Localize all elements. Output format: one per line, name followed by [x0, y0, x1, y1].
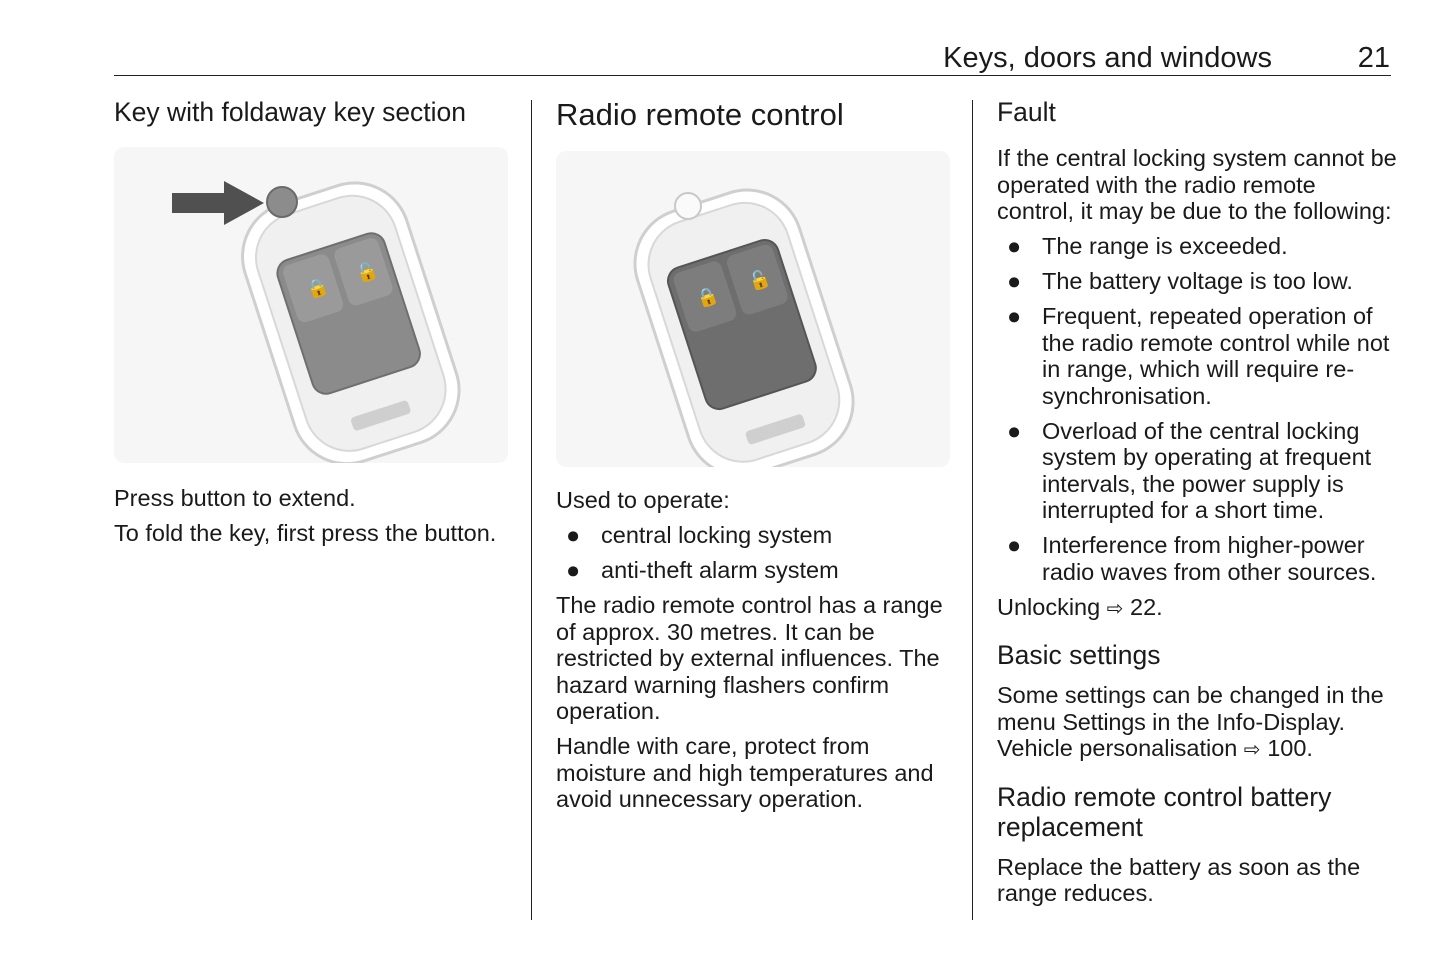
- key-release-button-icon: [675, 193, 701, 219]
- list-item: ● The range is exceeded.: [1007, 233, 1288, 259]
- key-extend-illustration: [114, 147, 508, 463]
- svg-text:🔓: 🔓: [745, 266, 774, 294]
- heading-fault: Fault: [997, 97, 1056, 127]
- remote-control-illustration: [556, 151, 950, 467]
- key-fob-with-arrow-icon: [114, 147, 508, 463]
- paragraph: Press button to extend.: [114, 485, 356, 511]
- key-release-button-icon: [267, 187, 297, 217]
- list-item: ● Interference from higher-power radio waves from other sources.: [1007, 532, 1377, 585]
- paragraph: Handle with care, protect from moisture and high temperatures and avoid unnecessary operation.: [556, 733, 934, 812]
- page-reference-arrow-icon: ⇨: [1243, 739, 1261, 761]
- bullet-icon: ●: [1007, 417, 1022, 444]
- list-item: ● Frequent, repeated operation of the radio remote control while not in range, which will require re-synchronisation.: [1007, 303, 1390, 409]
- column-3: [997, 97, 1397, 907]
- bullet-icon: ●: [566, 522, 581, 548]
- page-number: 21: [1357, 42, 1390, 74]
- bullet-icon: ●: [566, 557, 581, 583]
- bullet-icon: ●: [1007, 268, 1022, 294]
- cross-reference-unlocking: Unlocking ⇨ 22.: [997, 593, 1163, 620]
- heading-basic-settings: Basic settings: [997, 640, 1161, 670]
- heading-battery-replacement: Radio remote control battery replacement: [997, 781, 1332, 842]
- paragraph: To fold the key, first press the button.: [114, 520, 497, 546]
- paragraph-basic-settings: Some settings can be changed in the menu Settings in the Info-Display. Vehicle personalisation ⇨ 100.: [997, 682, 1384, 761]
- list-item: ● The battery voltage is too low.: [1007, 268, 1353, 294]
- list-item: ● Overload of the central locking system by operating at frequent intervals, the power supply is interrupted for a short time.: [1007, 417, 1372, 523]
- svg-text:🔒: 🔒: [693, 283, 722, 311]
- paragraph: If the central locking system cannot be operated with the radio remote control, it may be due to the following:: [997, 145, 1397, 224]
- bullet-icon: ●: [1007, 233, 1022, 259]
- list-item: ● central locking system: [566, 522, 833, 548]
- header-rule: [114, 75, 1391, 76]
- svg-text:🔓: 🔓: [353, 258, 381, 286]
- heading-radio-remote-control: Radio remote control: [556, 97, 844, 132]
- column-divider: [531, 100, 532, 920]
- column-divider: [972, 100, 973, 920]
- page-reference-arrow-icon: ⇨: [1106, 597, 1124, 620]
- fault-list: [997, 233, 1397, 585]
- heading-foldaway-key: Key with foldaway key section: [114, 97, 467, 127]
- operate-list: [556, 522, 956, 584]
- svg-text:🔒: 🔒: [303, 274, 332, 302]
- running-header-title: Keys, doors and windows: [943, 42, 1272, 74]
- key-fob-icon: [556, 151, 950, 467]
- list-item: ● anti-theft alarm system: [566, 557, 839, 583]
- bullet-icon: ●: [1007, 303, 1022, 329]
- paragraph: Replace the battery as soon as the range reduces.: [997, 853, 1361, 906]
- menu-name-settings: Settings: [1062, 708, 1146, 735]
- column-1: [114, 97, 514, 547]
- arrow-right-icon: [172, 181, 264, 225]
- paragraph: The radio remote control has a range of approx. 30 metres. It can be restricted by external influences. The hazard warning flashers confirm operation.: [556, 592, 943, 724]
- bullet-icon: ●: [1007, 532, 1022, 558]
- column-2: [556, 97, 956, 813]
- paragraph: Used to operate:: [556, 487, 730, 513]
